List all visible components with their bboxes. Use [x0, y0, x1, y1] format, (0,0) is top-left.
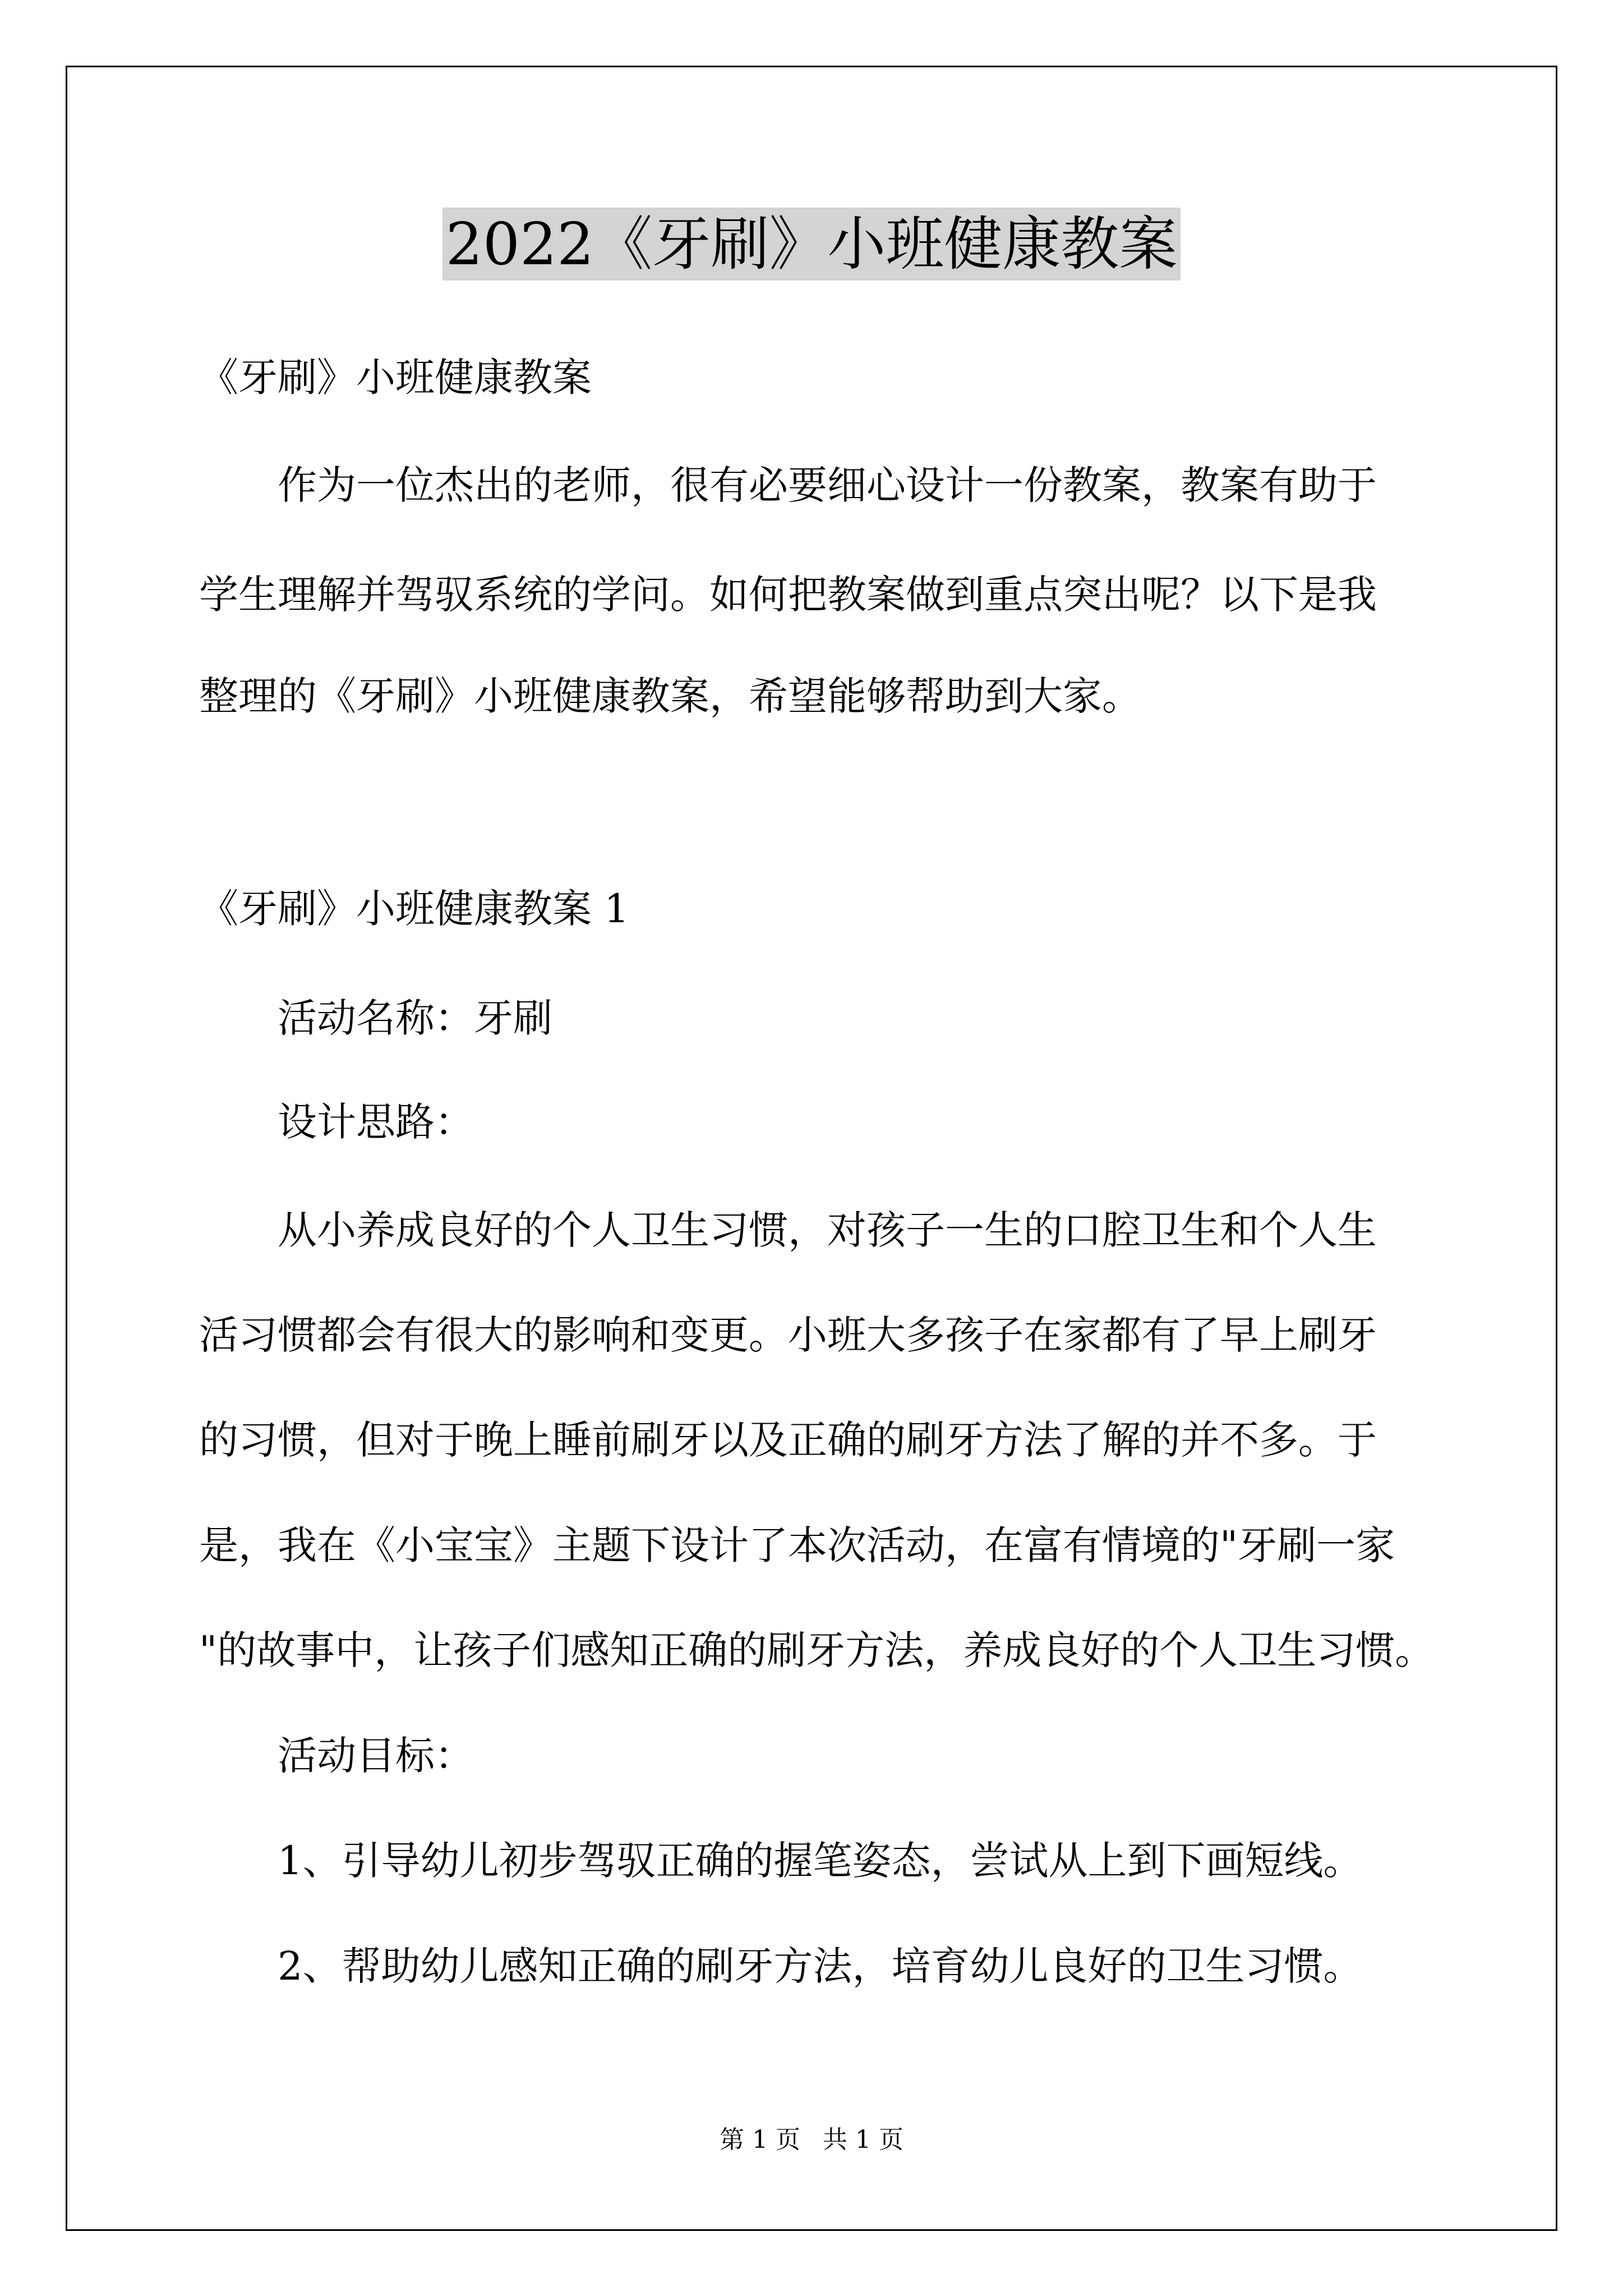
intro-line-1: 作为一位杰出的老师，很有必要细心设计一份教案，教案有助于: [278, 462, 1377, 508]
page-total: 共 1 页: [823, 2125, 903, 2154]
goal-item-2: 2、帮助幼儿感知正确的刷牙方法，培育幼儿良好的卫生习惯。: [278, 1943, 1363, 1989]
title-container: [0, 208, 1623, 280]
page-footer: [0, 2123, 1623, 2157]
design-line-2: 活习惯都会有很大的影响和变更。小班大多孩子在家都有了早上刷牙: [199, 1312, 1377, 1358]
design-line-5: "的故事中，让孩子们感知正确的刷牙方法，养成良好的个人卫生习惯。: [199, 1627, 1435, 1673]
goal-item-1: 1、引导幼儿初步驾驭正确的握笔姿态，尝试从上到下画短线。: [278, 1838, 1363, 1884]
section-heading: 《牙刷》小班健康教案 1: [199, 886, 629, 932]
design-line-3: 的习惯，但对于晚上睡前刷牙以及正确的刷牙方法了解的并不多。于: [199, 1417, 1377, 1463]
page-number: 第 1 页: [720, 2125, 800, 2154]
document-subtitle: 《牙刷》小班健康教案: [199, 355, 592, 401]
design-heading: 设计思路：: [278, 1099, 474, 1145]
activity-name: 活动名称：牙刷: [278, 995, 552, 1041]
goals-heading: 活动目标：: [278, 1733, 474, 1779]
intro-line-3: 整理的《牙刷》小班健康教案，希望能够帮助到大家。: [199, 673, 1141, 719]
design-line-1: 从小养成良好的个人卫生习惯，对孩子一生的口腔卫生和个人生: [278, 1207, 1377, 1253]
intro-line-2: 学生理解并驾驭系统的学问。如何把教案做到重点突出呢？以下是我: [199, 572, 1377, 618]
design-line-4: 是，我在《小宝宝》主题下设计了本次活动，在富有情境的"牙刷一家: [199, 1522, 1395, 1568]
document-title: 2022《牙刷》小班健康教案: [442, 208, 1181, 280]
